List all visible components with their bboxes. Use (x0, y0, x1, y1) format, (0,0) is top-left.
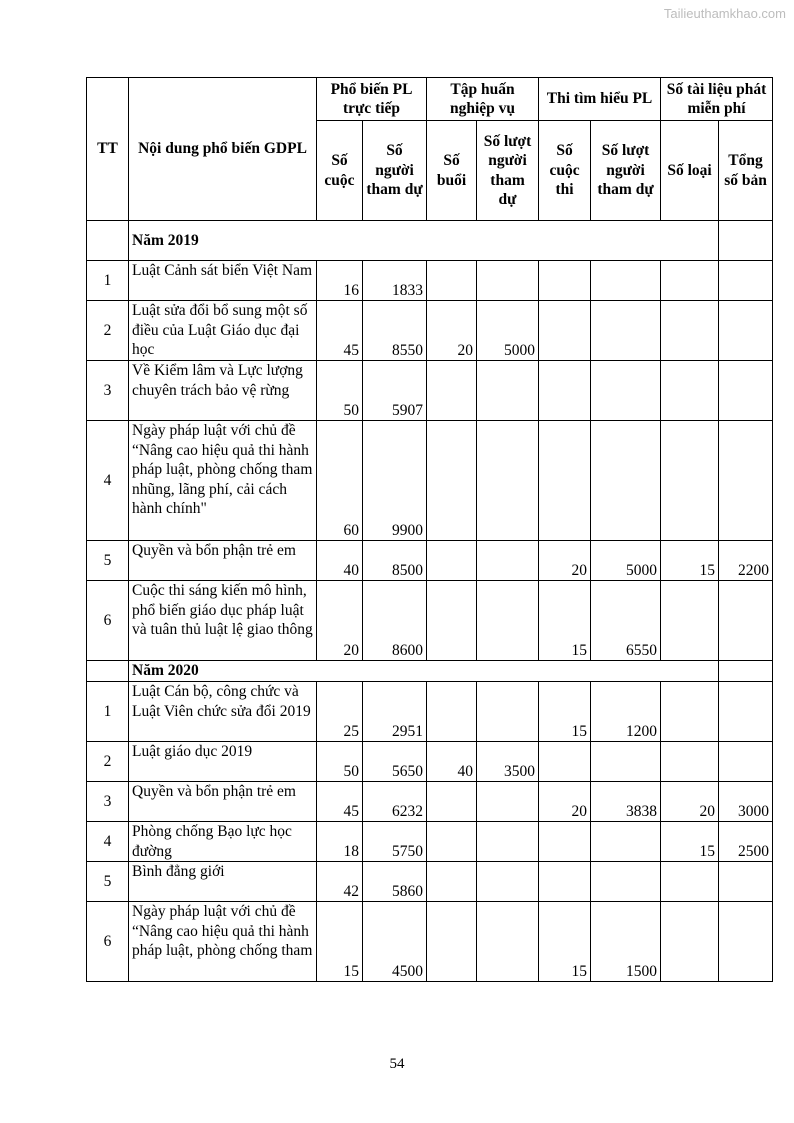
header-content: Nội dung phổ biến GDPL (129, 78, 317, 221)
value-cell (477, 541, 539, 581)
table-row (87, 782, 773, 822)
value-cell (427, 361, 477, 421)
value-cell (719, 902, 773, 982)
value-cell (477, 682, 539, 742)
value-cell (477, 782, 539, 822)
year-tt-cell (87, 661, 129, 682)
value-cell: 5000 (591, 541, 661, 581)
header-sub: Số cuộc (317, 121, 363, 221)
value-cell: 50 (317, 742, 363, 782)
value-cell (477, 421, 539, 541)
value-cell (539, 421, 591, 541)
value-cell (427, 782, 477, 822)
value-cell: 5907 (363, 361, 427, 421)
value-cell (539, 301, 591, 361)
value-cell: 60 (317, 421, 363, 541)
value-cell (591, 862, 661, 902)
value-cell (661, 742, 719, 782)
value-cell: 15 (317, 902, 363, 982)
table-row (87, 682, 773, 742)
table-row (87, 862, 773, 902)
value-cell: 3838 (591, 782, 661, 822)
row-number: 5 (87, 541, 129, 581)
value-cell: 8550 (363, 301, 427, 361)
row-number: 2 (87, 301, 129, 361)
value-cell (591, 421, 661, 541)
value-cell: 6550 (591, 581, 661, 661)
value-cell (539, 862, 591, 902)
value-cell (477, 581, 539, 661)
value-cell: 45 (317, 782, 363, 822)
value-cell (427, 261, 477, 301)
value-cell: 8500 (363, 541, 427, 581)
value-cell: 2951 (363, 682, 427, 742)
row-content: Bình đẳng giới (129, 862, 317, 902)
row-number: 6 (87, 902, 129, 982)
value-cell (719, 261, 773, 301)
value-cell (539, 822, 591, 862)
header-tt: TT (87, 78, 129, 221)
value-cell (539, 742, 591, 782)
value-cell (661, 261, 719, 301)
value-cell (477, 822, 539, 862)
value-cell: 3500 (477, 742, 539, 782)
value-cell (477, 902, 539, 982)
year-tt-cell (87, 221, 129, 261)
year-end-cell (719, 221, 773, 261)
value-cell (591, 742, 661, 782)
value-cell (427, 902, 477, 982)
table-row (87, 742, 773, 782)
value-cell (719, 361, 773, 421)
value-cell: 25 (317, 682, 363, 742)
page-number: 54 (389, 1056, 405, 1072)
value-cell: 1500 (591, 902, 661, 982)
value-cell: 15 (539, 682, 591, 742)
table-body (87, 221, 773, 982)
header-group-training: Tập huấn nghiệp vụ (427, 78, 539, 121)
value-cell (591, 822, 661, 862)
value-cell (427, 682, 477, 742)
row-number: 1 (87, 682, 129, 742)
row-content: Ngày pháp luật với chủ đề “Nâng cao hiệu quả thi hành pháp luật, phòng chống tham nhũng, lãng phí, cải cách hành chính" (129, 421, 317, 541)
value-cell: 8600 (363, 581, 427, 661)
row-number: 6 (87, 581, 129, 661)
header-sub: Số người tham dự (363, 121, 427, 221)
value-cell (661, 682, 719, 742)
value-cell: 1200 (591, 682, 661, 742)
row-number: 2 (87, 742, 129, 782)
value-cell: 40 (427, 742, 477, 782)
value-cell: 16 (317, 261, 363, 301)
value-cell (719, 862, 773, 902)
value-cell: 5750 (363, 822, 427, 862)
row-content: Luật sửa đổi bổ sung một số điều của Luật Giáo dục đại học (129, 301, 317, 361)
table-row (87, 421, 773, 541)
table-row (87, 902, 773, 982)
value-cell (661, 361, 719, 421)
header-sub: Số loại (661, 121, 719, 221)
row-content: Luật giáo dục 2019 (129, 742, 317, 782)
header-sub: Số lượt người tham dự (591, 121, 661, 221)
row-content: Quyền và bổn phận trẻ em (129, 541, 317, 581)
value-cell (591, 261, 661, 301)
table-row (87, 261, 773, 301)
value-cell: 15 (539, 902, 591, 982)
value-cell: 20 (427, 301, 477, 361)
header-group-direct: Phổ biến PL trực tiếp (317, 78, 427, 121)
value-cell (477, 862, 539, 902)
value-cell: 2500 (719, 822, 773, 862)
value-cell: 9900 (363, 421, 427, 541)
value-cell: 50 (317, 361, 363, 421)
header-sub: Số buổi (427, 121, 477, 221)
row-content: Cuộc thi sáng kiến mô hình, phổ biến giáo dục pháp luật và tuân thủ luật lệ giao thông (129, 581, 317, 661)
value-cell (427, 581, 477, 661)
value-cell (661, 862, 719, 902)
value-cell (427, 862, 477, 902)
row-number: 3 (87, 361, 129, 421)
value-cell: 45 (317, 301, 363, 361)
value-cell (427, 822, 477, 862)
row-number: 4 (87, 421, 129, 541)
table-row (87, 581, 773, 661)
value-cell (719, 682, 773, 742)
table-row (87, 301, 773, 361)
value-cell: 20 (539, 541, 591, 581)
watermark: Tailieuthamkhao.com (663, 6, 786, 21)
value-cell (719, 301, 773, 361)
value-cell: 20 (661, 782, 719, 822)
value-cell: 42 (317, 862, 363, 902)
value-cell (591, 301, 661, 361)
value-cell (539, 361, 591, 421)
header-group-materials: Số tài liệu phát miễn phí (661, 78, 773, 121)
table-row (87, 822, 773, 862)
value-cell: 1833 (363, 261, 427, 301)
header-sub: Số cuộc thi (539, 121, 591, 221)
row-content: Luật Cảnh sát biển Việt Nam (129, 261, 317, 301)
value-cell (661, 581, 719, 661)
header-group-contest: Thi tìm hiểu PL (539, 78, 661, 121)
value-cell: 3000 (719, 782, 773, 822)
row-content: Phòng chống Bạo lực học đường (129, 822, 317, 862)
value-cell (719, 742, 773, 782)
year-label: Năm 2019 (129, 221, 719, 261)
value-cell: 5860 (363, 862, 427, 902)
value-cell: 5650 (363, 742, 427, 782)
value-cell: 18 (317, 822, 363, 862)
legal-education-table (86, 77, 773, 982)
value-cell: 2200 (719, 541, 773, 581)
value-cell (477, 361, 539, 421)
year-row (87, 221, 773, 261)
row-content: Ngày pháp luật với chủ đề “Nâng cao hiệu quả thi hành pháp luật, phòng chống tham (129, 902, 317, 982)
row-number: 4 (87, 822, 129, 862)
value-cell: 15 (661, 541, 719, 581)
value-cell (661, 902, 719, 982)
value-cell (477, 261, 539, 301)
value-cell: 5000 (477, 301, 539, 361)
value-cell: 4500 (363, 902, 427, 982)
row-number: 1 (87, 261, 129, 301)
value-cell: 6232 (363, 782, 427, 822)
value-cell (539, 261, 591, 301)
row-number: 5 (87, 862, 129, 902)
row-content: Về Kiểm lâm và Lực lượng chuyên trách bảo vệ rừng (129, 361, 317, 421)
year-label: Năm 2020 (129, 661, 719, 682)
row-number: 3 (87, 782, 129, 822)
header-sub: Tổng số bản (719, 121, 773, 221)
value-cell: 20 (539, 782, 591, 822)
value-cell (719, 421, 773, 541)
value-cell (719, 581, 773, 661)
value-cell (591, 361, 661, 421)
value-cell: 15 (539, 581, 591, 661)
table-row (87, 361, 773, 421)
row-content: Quyền và bổn phận trẻ em (129, 782, 317, 822)
value-cell (427, 541, 477, 581)
year-row (87, 661, 773, 682)
table-row (87, 541, 773, 581)
value-cell: 40 (317, 541, 363, 581)
value-cell (427, 421, 477, 541)
row-content: Luật Cán bộ, công chức và Luật Viên chức sửa đổi 2019 (129, 682, 317, 742)
year-end-cell (719, 661, 773, 682)
value-cell: 15 (661, 822, 719, 862)
value-cell (661, 421, 719, 541)
value-cell: 20 (317, 581, 363, 661)
header-sub: Số lượt người tham dự (477, 121, 539, 221)
value-cell (661, 301, 719, 361)
